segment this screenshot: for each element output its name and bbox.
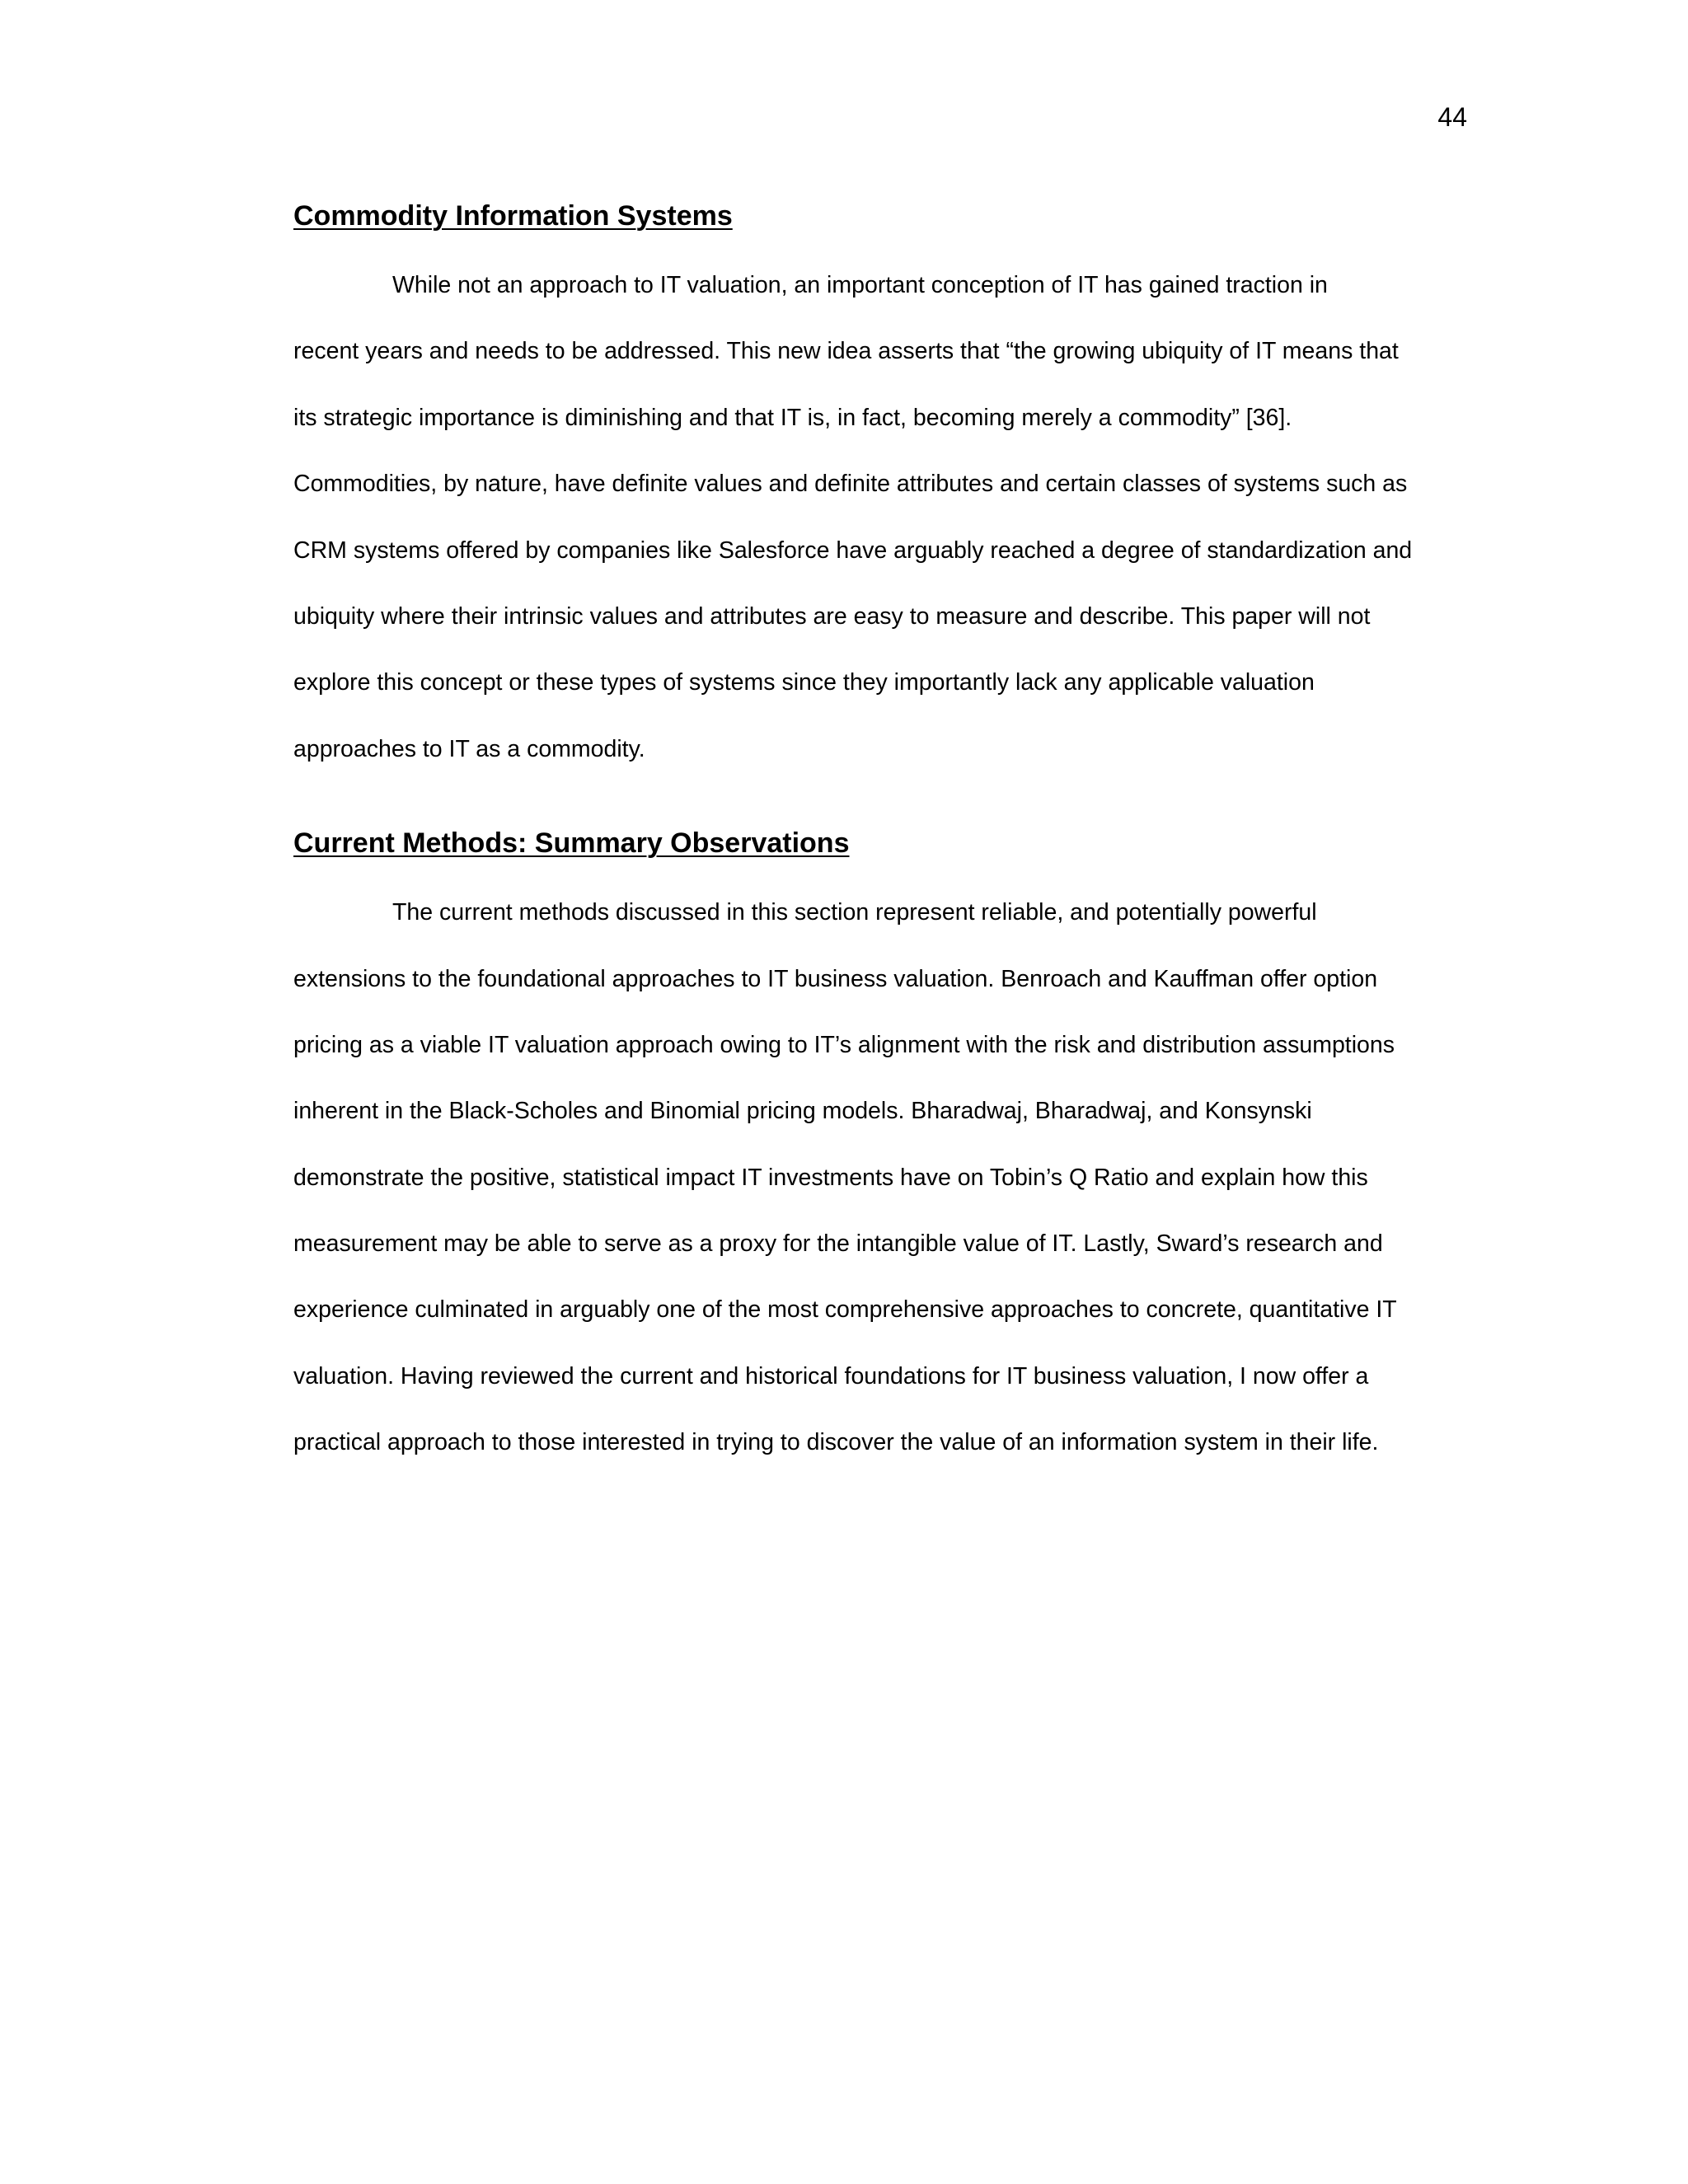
paragraph-line: While not an approach to IT valuation, an important conception of IT has gained traction in: [392, 272, 1328, 298]
paragraph-line: extensions to the foundational approaches to IT business valuation. Benroach and Kauffman offer option: [293, 965, 1378, 992]
paragraph-line: The current methods discussed in this section represent reliable, and potentially powerful: [392, 899, 1317, 926]
paragraph-line: recent years and needs to be addressed. This new idea asserts that “the growing ubiquity of IT means that: [293, 338, 1399, 365]
paragraph-line: inherent in the Black-Scholes and Binomial pricing models. Bharadwaj, Bharadwaj, and Konsynski: [293, 1098, 1312, 1125]
paragraph: [293, 252, 1467, 782]
paragraph-line: its strategic importance is diminishing and that IT is, in fact, becoming merely a commodity” [36].: [293, 404, 1292, 431]
section-heading: Commodity Information Systems: [293, 200, 733, 232]
paragraph: [293, 879, 1467, 1476]
document-body: [293, 196, 1467, 1476]
paragraph-line: practical approach to those interested in trying to discover the value of an information system in their life.: [293, 1429, 1379, 1456]
paragraph-line: explore this concept or these types of systems since they importantly lack any applicable valuation: [293, 669, 1315, 696]
paragraph-line: experience culminated in arguably one of the most comprehensive approaches to concrete, quantitative IT: [293, 1296, 1397, 1324]
paragraph-line: valuation. Having reviewed the current and historical foundations for IT business valuation, I now offer a: [293, 1362, 1369, 1390]
paragraph-line: ubiquity where their intrinsic values and attributes are easy to measure and describe. This paper will not: [293, 602, 1371, 630]
section-commodity-information-systems: [293, 196, 1467, 782]
paragraph-line: approaches to IT as a commodity.: [293, 735, 645, 762]
paragraph-line: CRM systems offered by companies like Salesforce have arguably reached a degree of standardization and: [293, 537, 1413, 564]
section-current-methods-summary: [293, 823, 1467, 1476]
paragraph-line: demonstrate the positive, statistical impact IT investments have on Tobin’s Q Ratio and explain how this: [293, 1164, 1368, 1191]
page-number: 44: [1437, 102, 1467, 132]
paragraph-line: Commodities, by nature, have definite values and definite attributes and certain classes of systems such as: [293, 471, 1408, 498]
paragraph-line: measurement may be able to serve as a proxy for the intangible value of IT. Lastly, Sward’s research and: [293, 1230, 1383, 1258]
section-heading: Current Methods: Summary Observations: [293, 827, 850, 860]
paragraph-line: pricing as a viable IT valuation approach owing to IT’s alignment with the risk and distribution assumptions: [293, 1031, 1395, 1058]
